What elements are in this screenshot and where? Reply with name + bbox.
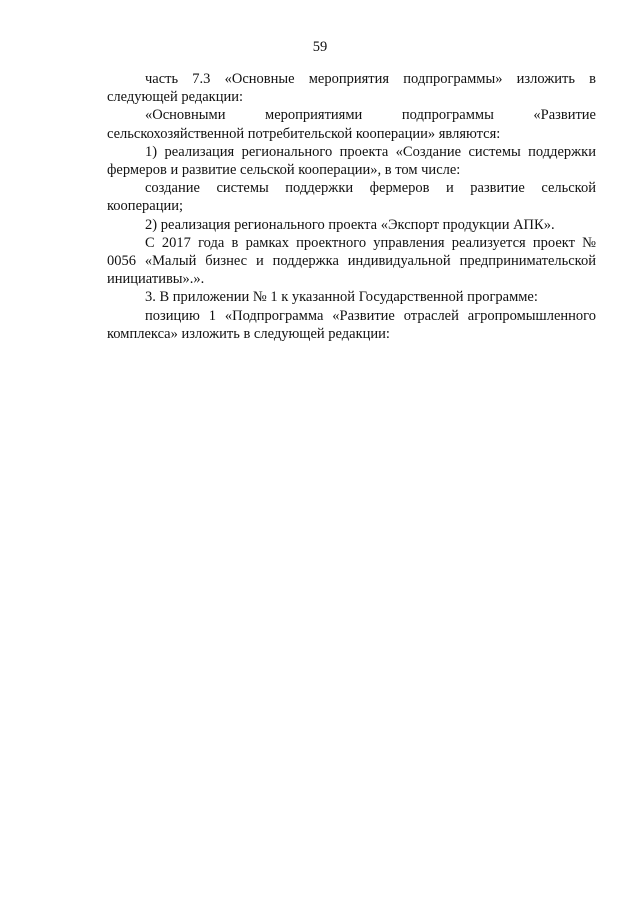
paragraph-item-2: 2) реализация регионального проекта «Экспорт продукции АПК». <box>145 216 555 233</box>
paragraph-project-0056: С 2017 года в рамках проектного управления реализуется проект № 0056 «Малый бизнес и поддержка индивидуальной предпринимательской инициативы».». <box>107 234 596 288</box>
document-body <box>107 70 596 343</box>
paragraph-section-7-3-heading: часть 7.3 «Основные мероприятия подпрограммы» изложить в следующей редакции: <box>107 71 596 106</box>
paragraph-item-1: 1) реализация регионального проекта «Создание системы поддержки фермеров и развитие сельской кооперации», в том числе: <box>107 143 596 179</box>
paragraph-main-activities-intro: «Основными мероприятиями подпрограммы «Развитие сельскохозяйственной потребительской кооперации» являются: <box>107 107 596 142</box>
paragraph-item-3: 3. В приложении № 1 к указанной Государственной программе: <box>145 289 538 306</box>
page-number: 59 <box>312 39 328 55</box>
paragraph-farmer-support: создание системы поддержки фермеров и развитие сельской кооперации; <box>107 180 596 215</box>
paragraph-position-1: позицию 1 «Подпрограмма «Развитие отраслей агропромышленного комплекса» изложить в следующей редакции: <box>107 307 596 342</box>
